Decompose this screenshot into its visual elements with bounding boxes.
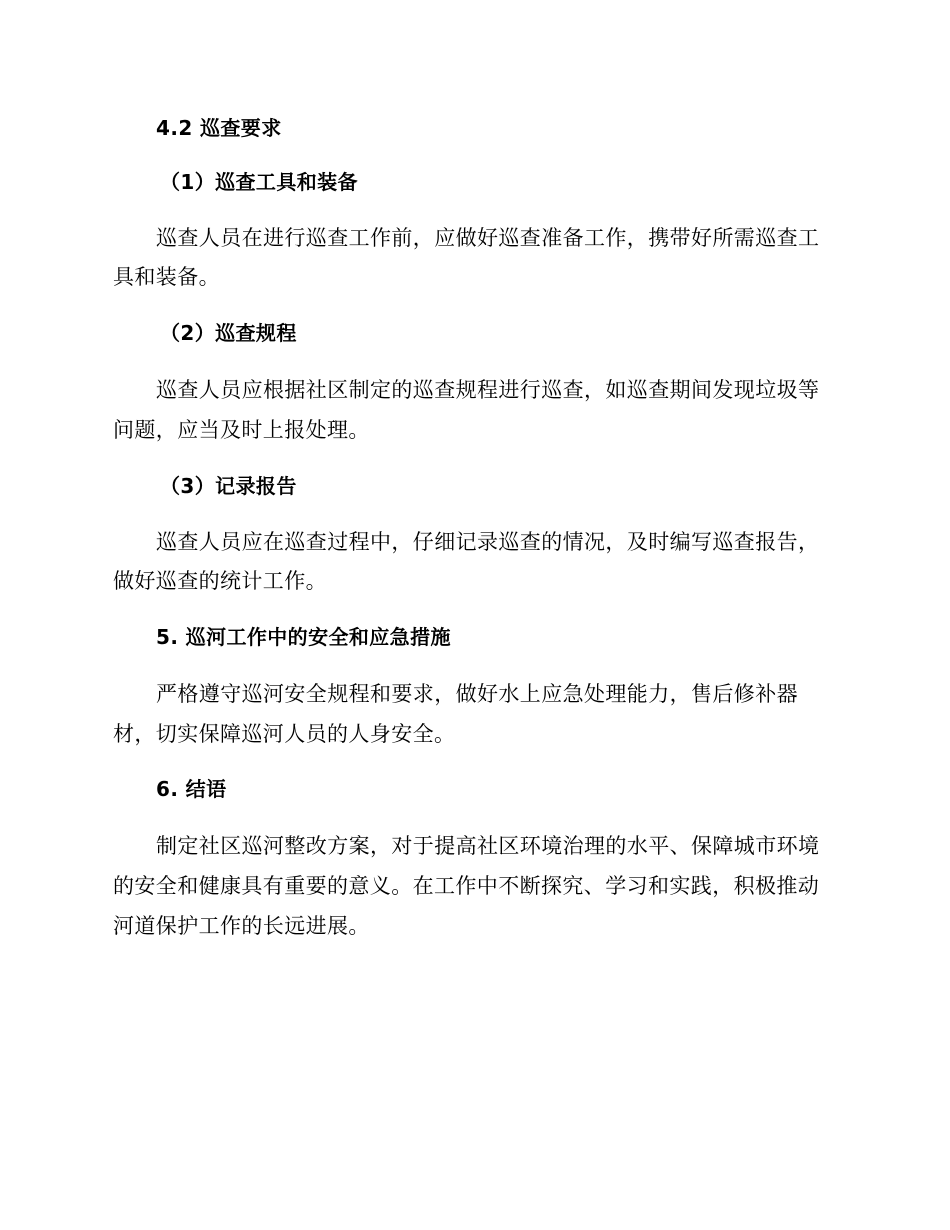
section-4-2-heading: 4.2 巡查要求	[156, 116, 282, 140]
subsection-1-paragraph-line-2: 具和装备。	[113, 265, 220, 289]
section-5-paragraph-line-2: 材，切实保障巡河人员的人身安全。	[113, 722, 456, 746]
subsection-1-heading: （1）巡查工具和装备	[160, 170, 358, 194]
section-6-paragraph-line-3: 河道保护工作的长远进展。	[113, 914, 370, 938]
subsection-1-paragraph-line-1: 巡查人员在进行巡查工作前，应做好巡查准备工作，携带好所需巡查工	[156, 226, 820, 250]
section-5-paragraph-line-1: 严格遵守巡河安全规程和要求，做好水上应急处理能力，售后修补器	[156, 682, 798, 706]
subsection-3-paragraph-line-2: 做好巡查的统计工作。	[113, 569, 327, 593]
subsection-3-paragraph-line-1: 巡查人员应在巡查过程中，仔细记录巡查的情况，及时编写巡查报告，	[156, 530, 820, 554]
section-6-paragraph-line-2: 的安全和健康具有重要的意义。在工作中不断探究、学习和实践，积极推动	[113, 874, 820, 898]
subsection-3-heading: （3）记录报告	[160, 474, 297, 498]
subsection-2-heading: （2）巡查规程	[160, 321, 297, 345]
subsection-2-paragraph-line-2: 问题，应当及时上报处理。	[113, 418, 370, 442]
section-5-heading: 5. 巡河工作中的安全和应急措施	[156, 625, 451, 649]
subsection-2-paragraph-line-1: 巡查人员应根据社区制定的巡查规程进行巡查，如巡查期间发现垃圾等	[156, 378, 820, 402]
section-6-heading: 6. 结语	[156, 777, 227, 801]
section-6-paragraph-line-1: 制定社区巡河整改方案，对于提高社区环境治理的水平、保障城市环境	[156, 834, 820, 858]
